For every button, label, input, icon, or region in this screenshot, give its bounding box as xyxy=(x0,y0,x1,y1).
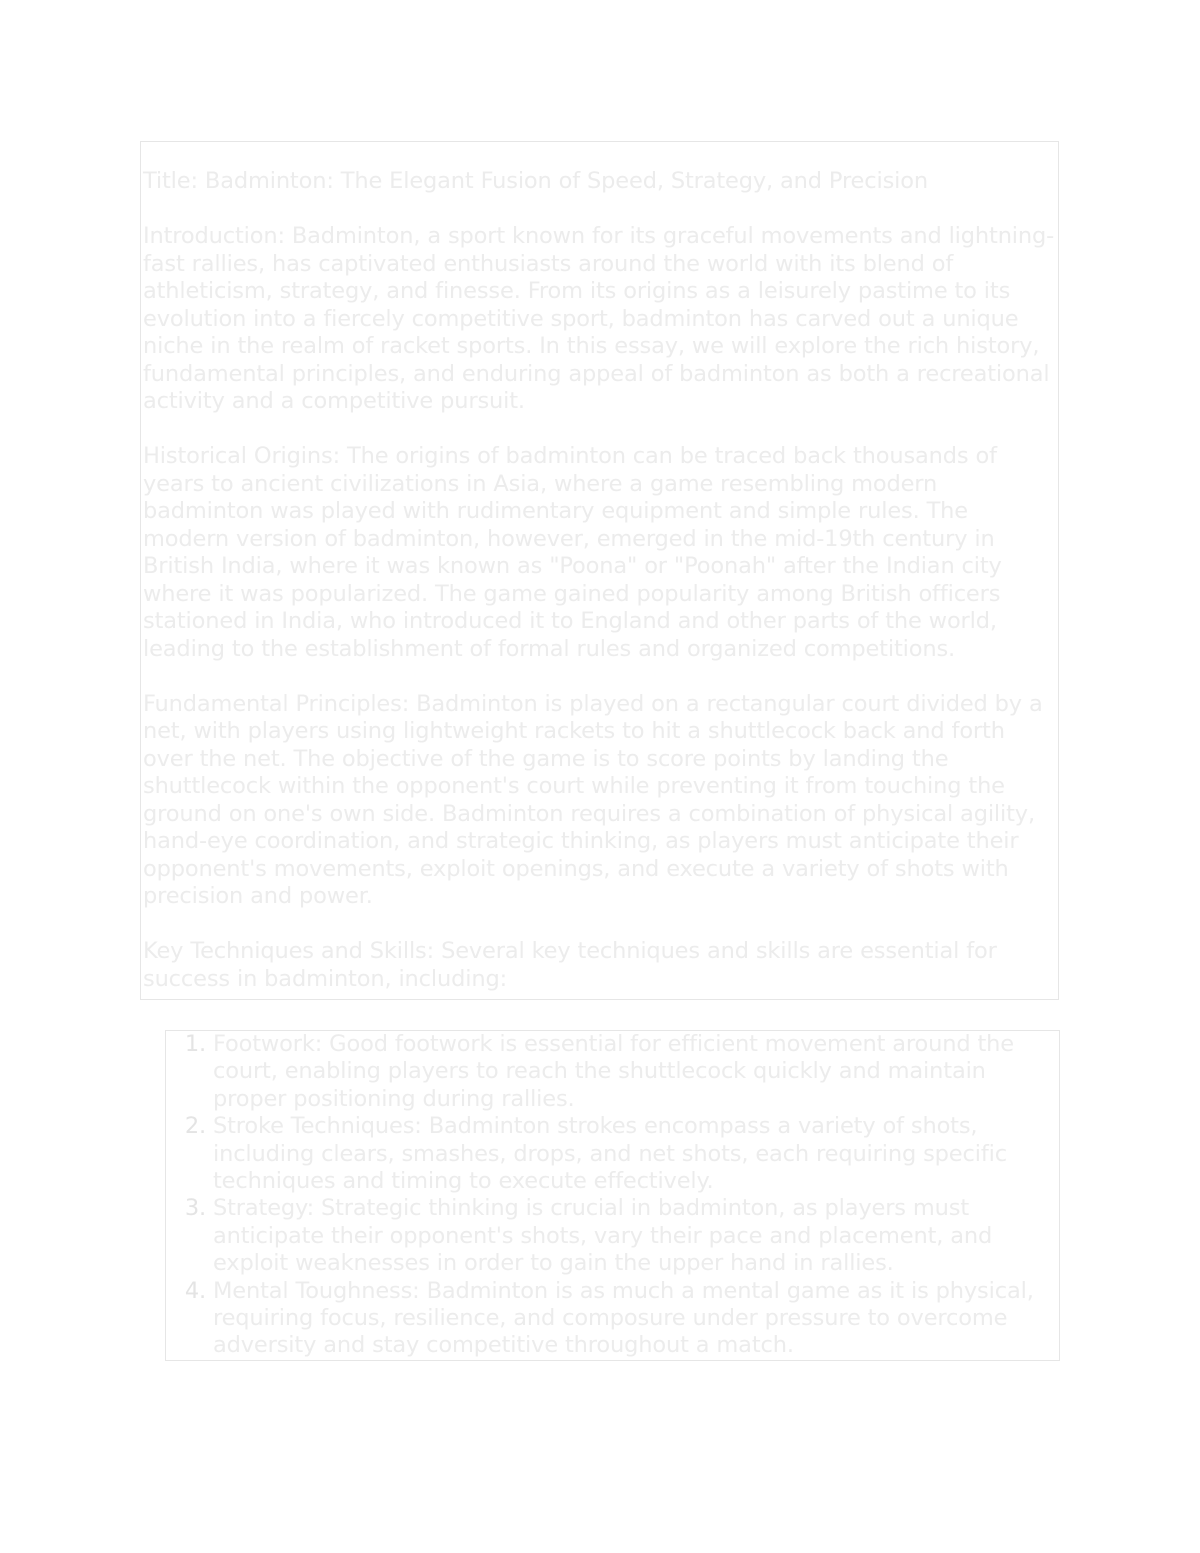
techniques-list-block xyxy=(165,1030,1060,1361)
paragraph-introduction: Introduction: Badminton, a sport known for its graceful movements and lightning-fast rallies, has captivated enthusiasts around the world with its blend of athleticism, strategy, and finesse. From its origins as a leisurely pastime to its evolution into a fiercely competitive sport, badminton has carved out a unique niche in the realm of racket sports. In this essay, we will explore the rich history, fundamental principles, and enduring appeal of badminton as both a recreational activity and a competitive pursuit. xyxy=(143,223,1055,414)
list-item-footwork: 1. Footwork: Good footwork is essential for efficient movement around the court, enabling players to reach the shuttlecock quickly and maintain proper positioning during rallies. xyxy=(213,1031,1059,1113)
paragraph-historical-origins: Historical Origins: The origins of badminton can be traced back thousands of years to ancient civilizations in Asia, where a game resembling modern badminton was played with rudimentary equipment and simple rules. The modern version of badminton, however, emerged in the mid-19th century in British India, where it was known as "Poona" or "Poonah" after the Indian city where it was popularized. The game gained popularity among British officers stationed in India, who introduced it to England and other parts of the world, leading to the establishment of formal rules and organized competitions. xyxy=(143,443,1002,662)
essay-title: Title: Badminton: The Elegant Fusion of Speed, Strategy, and Precision xyxy=(143,168,928,194)
list-item-mental-toughness: 4. Mental Toughness: Badminton is as much a mental game as it is physical, requiring focus, resilience, and composure under pressure to overcome adversity and stay competitive throughout a match. xyxy=(213,1278,1059,1360)
list-item-strategy: 3. Strategy: Strategic thinking is crucial in badminton, as players must anticipate their opponent's shots, vary their pace and placement, and exploit weaknesses in order to gain the upper hand in rallies. xyxy=(213,1195,1059,1277)
essay-text-block xyxy=(140,141,1059,1000)
paragraph-fundamental-principles: Fundamental Principles: Badminton is played on a rectangular court divided by a net, with players using lightweight rackets to hit a shuttlecock back and forth over the net. The objective of the game is to score points by landing the shuttlecock within the opponent's court while preventing it from touching the ground on one's own side. Badminton requires a combination of physical agility, hand-eye coordination, and strategic thinking, as players must anticipate their opponent's movements, exploit openings, and execute a variety of shots with precision and power. xyxy=(143,690,1043,909)
paragraph-key-techniques-intro: Key Techniques and Skills: Several key techniques and skills are essential for success in badminton, including: xyxy=(143,938,997,992)
list-item-stroke-techniques: 2. Stroke Techniques: Badminton strokes encompass a variety of shots, including clears, smashes, drops, and net shots, each requiring specific techniques and timing to execute effectively. xyxy=(213,1113,1059,1195)
techniques-list xyxy=(166,1031,1059,1360)
